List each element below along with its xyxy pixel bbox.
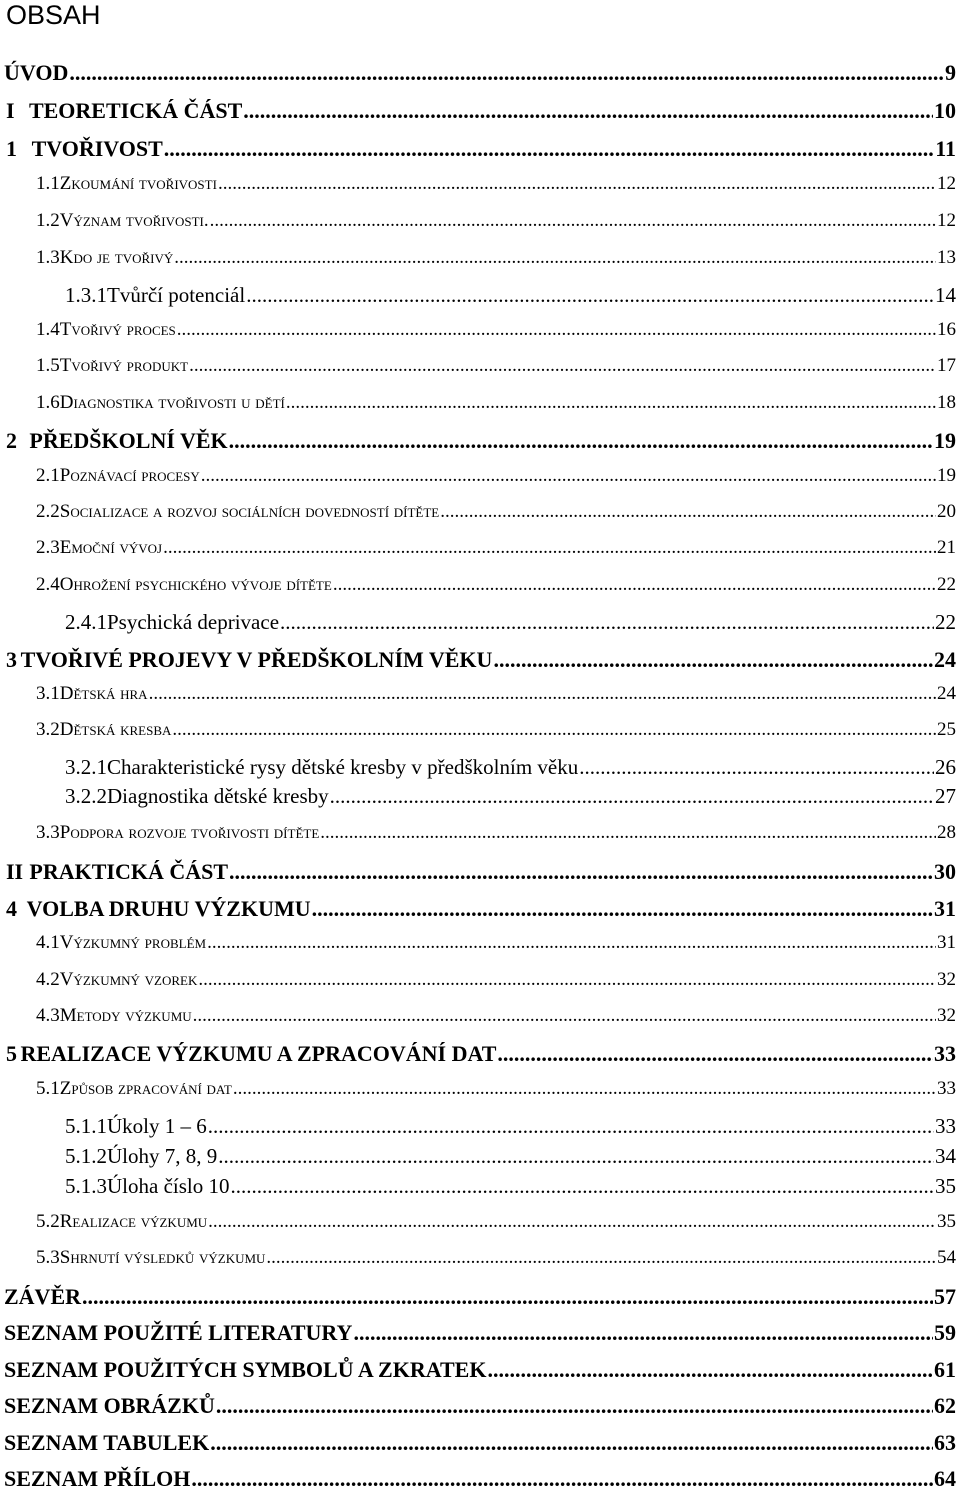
toc-dot-leader bbox=[216, 1393, 933, 1419]
toc-dot-leader bbox=[172, 719, 936, 741]
toc-entry-number: 1.3 bbox=[36, 247, 60, 268]
toc-dot-leader bbox=[330, 784, 934, 809]
toc-entry-page: 25 bbox=[937, 719, 956, 740]
toc-dot-leader bbox=[210, 210, 936, 232]
toc-entry[interactable] bbox=[0, 896, 956, 926]
toc-dot-leader bbox=[243, 98, 933, 124]
toc-entry-page: 17 bbox=[937, 355, 956, 376]
toc-entry-title: Výzkumný problém bbox=[59, 932, 207, 953]
toc-entry-title: Shrnutí výsledků výzkumu bbox=[59, 1247, 266, 1268]
toc-entry-number: 1.5 bbox=[36, 355, 60, 376]
toc-entry-page: 11 bbox=[935, 136, 956, 161]
toc-entry-page: 64 bbox=[934, 1466, 956, 1491]
toc-entry[interactable] bbox=[0, 1247, 956, 1277]
toc-entry-title: Význam tvořivosti. bbox=[59, 210, 209, 231]
toc-dot-leader bbox=[229, 859, 933, 885]
toc-entry-number: 2.2 bbox=[36, 501, 60, 522]
toc-entry-number: 1.6 bbox=[36, 392, 60, 413]
toc-entry-page: 19 bbox=[937, 465, 956, 486]
toc-entry-title: Úkoly 1 – 6 bbox=[107, 1114, 207, 1138]
toc-entry-title: TEORETICKÁ ČÁST bbox=[28, 98, 243, 123]
toc-dot-leader bbox=[201, 465, 936, 487]
toc-dot-leader bbox=[233, 1078, 936, 1100]
toc-entry-page: 33 bbox=[937, 1078, 956, 1099]
toc-entry[interactable] bbox=[0, 1144, 956, 1174]
toc-entry[interactable] bbox=[0, 610, 956, 640]
toc-entry-page: 32 bbox=[937, 1005, 956, 1026]
toc-entry-page: 31 bbox=[937, 932, 956, 953]
toc-entry[interactable] bbox=[0, 60, 956, 90]
toc-entry-title: PRAKTICKÁ ČÁST bbox=[29, 859, 229, 884]
toc-entry[interactable] bbox=[0, 1357, 956, 1387]
toc-entry-number: 2.1 bbox=[36, 465, 60, 486]
toc-entry-title: Poznávací procesy bbox=[59, 465, 200, 486]
toc-entry-number: 5 bbox=[6, 1041, 17, 1066]
toc-entry-page: 27 bbox=[935, 784, 956, 808]
toc-entry-number: 5.2 bbox=[36, 1211, 60, 1232]
toc-dot-leader bbox=[191, 1466, 933, 1492]
toc-entry[interactable] bbox=[0, 537, 956, 567]
toc-entry-title: SEZNAM POUŽITÉ LITERATURY bbox=[4, 1320, 353, 1345]
toc-entry[interactable] bbox=[0, 755, 956, 785]
toc-entry-number: II bbox=[6, 859, 24, 884]
toc-entry-page: 33 bbox=[934, 1041, 956, 1066]
toc-entry-title: Kdo je tvořivý bbox=[59, 247, 174, 268]
toc-entry-number: 5.1.3 bbox=[65, 1174, 107, 1198]
toc-entry-page: 33 bbox=[935, 1114, 956, 1138]
toc-dot-leader bbox=[163, 537, 936, 559]
toc-entry-page: 35 bbox=[937, 1211, 956, 1232]
toc-entry-title: Emoční vývoj bbox=[59, 537, 163, 558]
toc-entry-title: Psychická deprivace bbox=[107, 610, 280, 634]
toc-entry-title: Metody výzkumu bbox=[59, 1005, 192, 1026]
toc-dot-leader bbox=[198, 969, 936, 991]
toc-dot-leader bbox=[487, 1357, 933, 1383]
toc-entry-title: SEZNAM OBRÁZKŮ bbox=[4, 1393, 215, 1418]
toc-entry-number: 1.4 bbox=[36, 319, 60, 340]
toc-entry[interactable] bbox=[0, 1284, 956, 1314]
toc-entry-title: SEZNAM PŘÍLOH bbox=[4, 1466, 191, 1491]
toc-entry-page: 14 bbox=[935, 283, 956, 307]
toc-entry-page: 20 bbox=[937, 501, 956, 522]
toc-entry[interactable] bbox=[0, 173, 956, 203]
toc-entry[interactable] bbox=[0, 465, 956, 495]
toc-dot-leader bbox=[69, 60, 944, 86]
toc-dot-leader bbox=[174, 247, 936, 269]
toc-entry-page: 10 bbox=[934, 98, 956, 123]
toc-entry-page: 30 bbox=[934, 859, 956, 884]
toc-entry-number: 4 bbox=[6, 896, 17, 921]
toc-dot-leader bbox=[149, 683, 936, 705]
toc-entry[interactable] bbox=[0, 98, 956, 128]
toc-entry[interactable] bbox=[0, 574, 956, 604]
toc-dot-leader bbox=[193, 1005, 936, 1027]
toc-entry[interactable] bbox=[0, 822, 956, 852]
toc-dot-leader bbox=[286, 392, 936, 414]
toc-entry-title: Dětská hra bbox=[59, 683, 148, 704]
toc-entry-page: 31 bbox=[934, 896, 956, 921]
toc-entry-number: 3.3 bbox=[36, 822, 60, 843]
toc-entry-number: 3.2.2 bbox=[65, 784, 107, 808]
toc-entry-title: Diagnostika tvořivosti u dětí bbox=[59, 392, 285, 413]
toc-entry-number: 4.2 bbox=[36, 969, 60, 990]
toc-dot-leader bbox=[229, 428, 933, 454]
toc-entry-page: 62 bbox=[934, 1393, 956, 1418]
toc-entry-page: 34 bbox=[935, 1144, 956, 1168]
toc-entry-number: 1 bbox=[6, 136, 17, 161]
toc-dot-leader bbox=[579, 755, 934, 780]
toc-dot-leader bbox=[497, 1041, 933, 1067]
toc-entry[interactable] bbox=[0, 1114, 956, 1144]
toc-entry[interactable] bbox=[0, 1211, 956, 1241]
toc-entry[interactable] bbox=[0, 1430, 956, 1460]
toc-entry-title: Zkoumání tvořivosti bbox=[59, 173, 217, 194]
toc-entry-number: 1.3.1 bbox=[65, 283, 107, 307]
toc-entry-page: 19 bbox=[934, 428, 956, 453]
toc-entry-number: 4.1 bbox=[36, 932, 60, 953]
toc-entry[interactable] bbox=[0, 683, 956, 713]
toc-entry-number: 2 bbox=[6, 428, 17, 453]
toc-dot-leader bbox=[230, 1174, 934, 1199]
toc-entry-page: 57 bbox=[934, 1284, 956, 1309]
toc-entry-title: REALIZACE VÝZKUMU A ZPRACOVÁNÍ DAT bbox=[20, 1041, 497, 1066]
toc-entry-number: 1.1 bbox=[36, 173, 60, 194]
toc-entry[interactable] bbox=[0, 501, 956, 531]
toc-entry-number: 3.2 bbox=[36, 719, 60, 740]
toc-entry-title: Způsob zpracování dat bbox=[59, 1078, 232, 1099]
toc-entry[interactable] bbox=[0, 247, 956, 277]
toc-dot-leader bbox=[246, 283, 934, 308]
toc-dot-leader bbox=[320, 822, 936, 844]
toc-entry-title: Úlohy 7, 8, 9 bbox=[107, 1144, 218, 1168]
toc-dot-leader bbox=[210, 1430, 933, 1456]
toc-dot-leader bbox=[280, 610, 934, 635]
toc-entry-number: 3.1 bbox=[36, 683, 60, 704]
toc-entry-number: 1.2 bbox=[36, 210, 60, 231]
toc-dot-leader bbox=[312, 896, 933, 922]
toc-entry-title: Diagnostika dětské kresby bbox=[107, 784, 329, 808]
toc-entry-title: Úloha číslo 10 bbox=[107, 1174, 230, 1198]
toc-entry[interactable] bbox=[0, 784, 956, 814]
toc-entry-page: 26 bbox=[935, 755, 956, 779]
toc-entry-number: I bbox=[6, 98, 15, 123]
toc-entry-title: Ohrožení psychického vývoje dítěte bbox=[59, 574, 332, 595]
toc-entry[interactable] bbox=[0, 1078, 956, 1108]
toc-entry[interactable] bbox=[0, 719, 956, 749]
toc-entry-title: Dětská kresba bbox=[59, 719, 172, 740]
toc-entry[interactable] bbox=[0, 1320, 956, 1350]
page-title: OBSAH bbox=[6, 0, 101, 30]
toc-entry[interactable] bbox=[0, 647, 956, 677]
toc-entry-title: ZÁVĚR bbox=[4, 1284, 82, 1309]
toc-dot-leader bbox=[189, 355, 936, 377]
toc-entry[interactable] bbox=[0, 392, 956, 422]
toc-entry[interactable] bbox=[0, 136, 956, 166]
toc-dot-leader bbox=[218, 1144, 934, 1169]
toc-entry[interactable] bbox=[0, 969, 956, 999]
toc-dot-leader bbox=[266, 1247, 936, 1269]
toc-entry-page: 9 bbox=[945, 60, 956, 85]
toc-entry-title: Tvůrčí potenciál bbox=[107, 283, 246, 307]
toc-entry-page: 24 bbox=[937, 683, 956, 704]
toc-dot-leader bbox=[82, 1284, 933, 1310]
toc-entry-title: SEZNAM TABULEK bbox=[4, 1430, 210, 1455]
toc-entry-number: 2.3 bbox=[36, 537, 60, 558]
toc-entry-number: 4.3 bbox=[36, 1005, 60, 1026]
toc-entry[interactable] bbox=[0, 1174, 956, 1204]
toc-dot-leader bbox=[208, 1114, 934, 1139]
toc-entry-title: Výzkumný vzorek bbox=[59, 969, 198, 990]
toc-entry-page: 22 bbox=[937, 574, 956, 595]
toc-entry-page: 13 bbox=[937, 247, 956, 268]
toc-entry-title: Tvořivý proces bbox=[59, 319, 176, 340]
toc-entry-page: 16 bbox=[937, 319, 956, 340]
toc-entry-page: 21 bbox=[937, 537, 956, 558]
toc-entry[interactable] bbox=[0, 210, 956, 240]
toc-entry[interactable] bbox=[0, 319, 956, 349]
toc-entry-number: 2.4 bbox=[36, 574, 60, 595]
toc-entry[interactable] bbox=[0, 859, 956, 889]
toc-entry-number: 3.2.1 bbox=[65, 755, 107, 779]
toc-entry-title: Tvořivý produkt bbox=[59, 355, 189, 376]
toc-entry-number: 5.1 bbox=[36, 1078, 60, 1099]
toc-entry[interactable] bbox=[0, 1393, 956, 1423]
toc-entry[interactable] bbox=[0, 283, 956, 313]
toc-entry-title: SEZNAM POUŽITÝCH SYMBOLŮ A ZKRATEK bbox=[4, 1357, 487, 1382]
toc-entry-number: 5.1.2 bbox=[65, 1144, 107, 1168]
toc-dot-leader bbox=[177, 319, 936, 341]
toc-entry[interactable] bbox=[0, 1041, 956, 1071]
toc-entry-title: ÚVOD bbox=[4, 60, 69, 85]
toc-entry-title: Socializace a rozvoj sociálních dovedností dítěte bbox=[59, 501, 440, 522]
toc-entry-title: Realizace výzkumu bbox=[59, 1211, 208, 1232]
toc-entry-page: 32 bbox=[937, 969, 956, 990]
toc-entry-page: 22 bbox=[935, 610, 956, 634]
toc-entry-number: 5.1.1 bbox=[65, 1114, 107, 1138]
toc-entry-page: 63 bbox=[934, 1430, 956, 1455]
toc-entry-page: 28 bbox=[937, 822, 956, 843]
toc-entry-title: PŘEDŠKOLNÍ VĚK bbox=[29, 428, 228, 453]
toc-entry[interactable] bbox=[0, 428, 956, 458]
toc-entry[interactable] bbox=[0, 1466, 956, 1496]
toc-entry[interactable] bbox=[0, 355, 956, 385]
toc-dot-leader bbox=[440, 501, 936, 523]
toc-entry[interactable] bbox=[0, 932, 956, 962]
toc-entry-page: 24 bbox=[934, 647, 956, 672]
toc-entry-page: 18 bbox=[937, 392, 956, 413]
toc-dot-leader bbox=[493, 647, 933, 673]
toc-dot-leader bbox=[333, 574, 936, 596]
toc-entry-page: 12 bbox=[937, 173, 956, 194]
toc-entry-number: 5.3 bbox=[36, 1247, 60, 1268]
toc-entry-page: 35 bbox=[935, 1174, 956, 1198]
toc-entry-number: 2.4.1 bbox=[65, 610, 107, 634]
toc-entry-page: 12 bbox=[937, 210, 956, 231]
toc-entry-title: TVOŘIVOST bbox=[31, 136, 163, 161]
toc-entry-page: 59 bbox=[934, 1320, 956, 1345]
toc-dot-leader bbox=[218, 173, 936, 195]
toc-dot-leader bbox=[164, 136, 934, 162]
toc-entry-title: Podpora rozvoje tvořivosti dítěte bbox=[59, 822, 320, 843]
toc-entry-page: 54 bbox=[937, 1247, 956, 1268]
toc-entry-title: TVOŘIVÉ PROJEVY V PŘEDŠKOLNÍM VĚKU bbox=[20, 647, 493, 672]
toc-entry-title: Charakteristické rysy dětské kresby v předškolním věku bbox=[107, 755, 579, 779]
toc-dot-leader bbox=[353, 1320, 933, 1346]
toc-entry-title: VOLBA DRUHU VÝZKUMU bbox=[26, 896, 311, 921]
toc-entry-number: 3 bbox=[6, 647, 17, 672]
toc-entry-page: 61 bbox=[934, 1357, 956, 1382]
toc-entry[interactable] bbox=[0, 1005, 956, 1035]
toc-dot-leader bbox=[208, 1211, 936, 1233]
toc-dot-leader bbox=[207, 932, 936, 954]
